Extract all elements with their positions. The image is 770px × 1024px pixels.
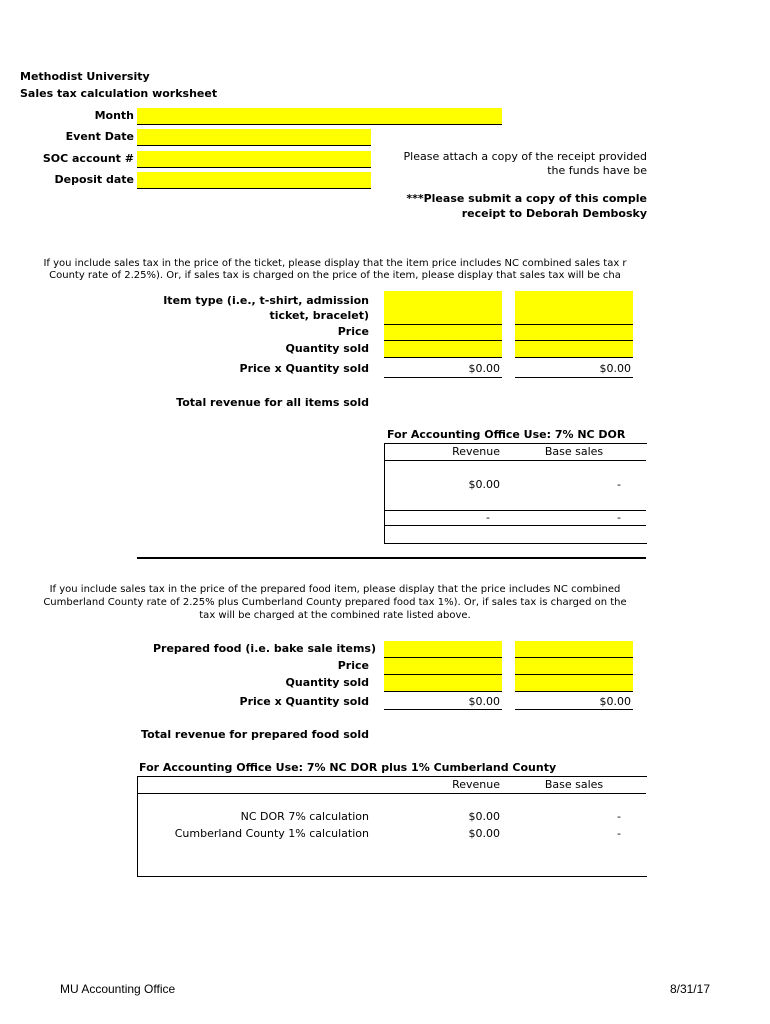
submit-notice-line2: receipt to Deborah Dembosky	[461, 207, 647, 220]
price-x-quantity-label: Price x Quantity sold	[239, 362, 369, 375]
item-type-label-line1: Item type (i.e., t-shirt, admission	[163, 294, 369, 307]
soc-account-label: SOC account #	[42, 152, 134, 165]
nc-dor-calc-label: NC DOR 7% calculation	[240, 810, 369, 823]
price-field-2[interactable]	[515, 325, 633, 341]
revenue-header-2: Revenue	[452, 778, 500, 791]
event-date-label: Event Date	[65, 130, 134, 143]
nc-dor-base-sales: -	[617, 810, 621, 823]
accounting-box-2-divider	[137, 793, 646, 794]
food-total-revenue-label: Total revenue for prepared food sold	[141, 728, 369, 741]
food-quantity-label: Quantity sold	[285, 676, 369, 689]
quantity-field-1[interactable]	[384, 341, 502, 358]
notice-line2: the funds have be	[547, 164, 647, 177]
submit-notice-line1: ***Please submit a copy of this comple	[406, 192, 647, 205]
accounting-title-2: For Accounting Office Use: 7% NC DOR plus 1% Cumberland County	[139, 761, 557, 774]
section-divider	[137, 557, 646, 559]
notice-line1: Please attach a copy of the receipt provided	[403, 150, 647, 163]
deposit-date-field[interactable]	[137, 172, 371, 189]
food-type-field-1[interactable]	[384, 641, 502, 658]
food-price-field-1[interactable]	[384, 658, 502, 675]
item-type-label-line2: ticket, bracelet)	[269, 309, 369, 322]
base-sales-header-1: Base sales	[544, 445, 604, 458]
price-field-1[interactable]	[384, 325, 502, 341]
revenue-value-2: -	[486, 511, 490, 524]
quantity-label: Quantity sold	[285, 342, 369, 355]
food-quantity-field-1[interactable]	[384, 675, 502, 692]
soc-account-field[interactable]	[137, 151, 371, 168]
food-price-field-2[interactable]	[515, 658, 633, 675]
footer-date: 8/31/17	[669, 982, 710, 996]
month-field[interactable]	[137, 108, 502, 125]
cumberland-calc-label: Cumberland County 1% calculation	[174, 827, 369, 840]
quantity-field-2[interactable]	[515, 341, 633, 358]
accounting-box-1	[384, 443, 647, 544]
accounting-title-1: For Accounting Office Use: 7% NC DOR	[387, 428, 626, 441]
prepared-food-label: Prepared food (i.e. bake sale items)	[152, 642, 376, 655]
section2-intro-line2: Cumberland County rate of 2.25% plus Cumberland County prepared food tax 1%). Or, if sales tax is charged on the	[43, 597, 627, 608]
deposit-date-label: Deposit date	[54, 173, 134, 186]
price-label: Price	[337, 325, 369, 338]
page-title: Sales tax calculation worksheet	[20, 87, 218, 100]
footer-office: MU Accounting Office	[60, 982, 176, 996]
food-price-x-quantity-value-2: $0.00	[599, 695, 631, 708]
base-sales-value-1: -	[617, 478, 621, 491]
section1-intro-line2: County rate of 2.25%). Or, if sales tax is charged on the price of the item, please display that sales tax will be cha	[49, 270, 621, 281]
food-price-x-quantity-value-1: $0.00	[468, 695, 500, 708]
food-price-x-quantity-label: Price x Quantity sold	[239, 695, 369, 708]
base-sales-header-2: Base sales	[544, 778, 604, 791]
item-type-field-1[interactable]	[384, 291, 502, 325]
base-sales-value-2: -	[617, 511, 621, 524]
section2-intro-line1: If you include sales tax in the price of the prepared food item, please display that the price includes NC combined	[49, 584, 621, 595]
event-date-field[interactable]	[137, 129, 371, 146]
item-type-field-2[interactable]	[515, 291, 633, 325]
revenue-header-1: Revenue	[452, 445, 500, 458]
cumberland-base-sales: -	[617, 827, 621, 840]
food-price-label: Price	[337, 659, 369, 672]
month-label: Month	[94, 109, 134, 122]
section1-intro-line1: If you include sales tax in the price of the ticket, please display that the item price includes NC combined sales tax r	[43, 258, 627, 269]
total-revenue-label: Total revenue for all items sold	[176, 396, 369, 409]
food-quantity-field-2[interactable]	[515, 675, 633, 692]
org-name: Methodist University	[20, 70, 150, 83]
accounting-box-1-divider	[384, 525, 646, 526]
price-x-quantity-value-1: $0.00	[468, 362, 500, 375]
accounting-box-1-divider	[384, 460, 646, 461]
cumberland-revenue: $0.00	[468, 827, 500, 840]
nc-dor-revenue: $0.00	[468, 810, 500, 823]
price-x-quantity-value-2: $0.00	[599, 362, 631, 375]
food-type-field-2[interactable]	[515, 641, 633, 658]
revenue-value-1: $0.00	[468, 478, 500, 491]
section2-intro-line3: tax will be charged at the combined rate listed above.	[199, 610, 471, 621]
